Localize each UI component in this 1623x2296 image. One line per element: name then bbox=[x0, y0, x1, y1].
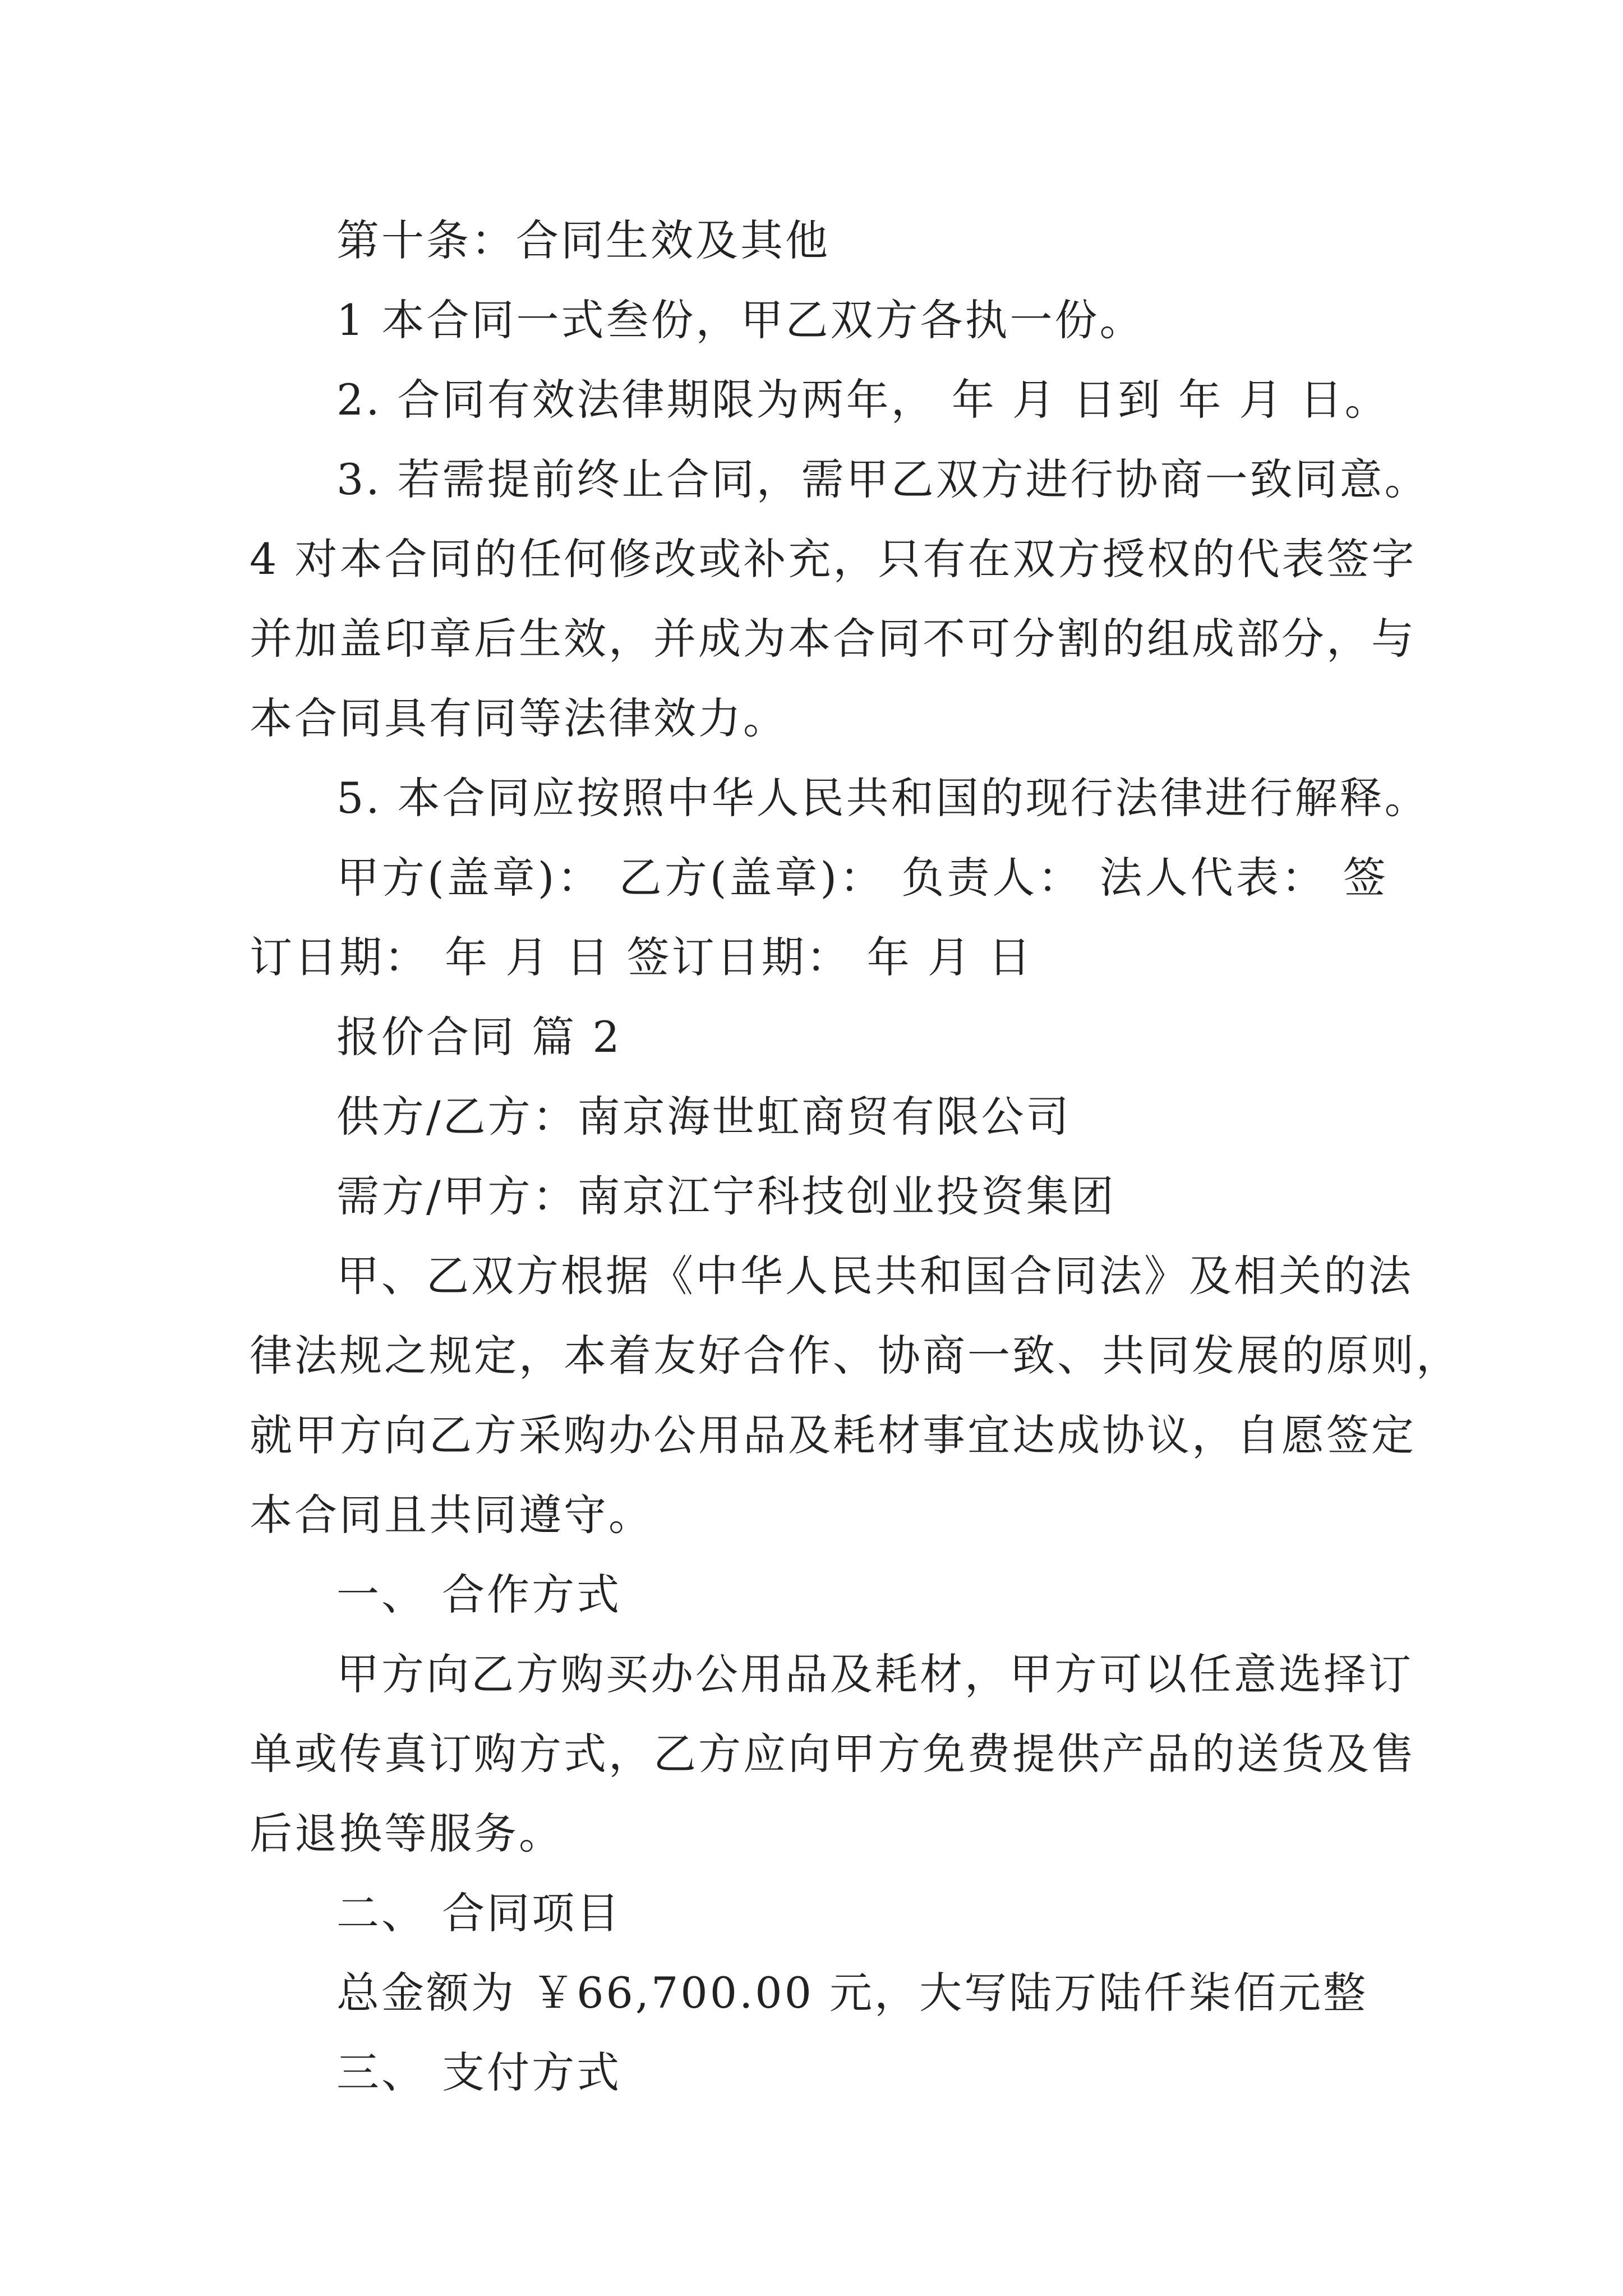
text-line: 订日期： 年 月 日 签订日期： 年 月 日 bbox=[250, 932, 1034, 982]
text-line: 报价合同 篇 2 bbox=[336, 1012, 622, 1062]
text-line: 后退换等服务。 bbox=[250, 1809, 564, 1858]
text-line: 并加盖印章后生效，并成为本合同不可分割的组成部分，与 bbox=[250, 614, 1416, 664]
text-line: 5. 本合同应按照中华人民共和国的现行法律进行解释。 bbox=[336, 773, 1430, 823]
text-line: 3. 若需提前终止合同，需甲乙双方进行协商一致同意。 bbox=[336, 454, 1430, 504]
text-line: 律法规之规定，本着友好合作、协商一致、共同发展的原则， bbox=[250, 1331, 1461, 1381]
text-line: 总金额为 ￥66,700.00 元，大写陆万陆仟柒佰元整 bbox=[336, 1968, 1368, 2018]
text-line: 就甲方向乙方采购办公用品及耗材事宜达成协议，自愿签定 bbox=[250, 1410, 1416, 1460]
document-body bbox=[250, 201, 1461, 2113]
text-line: 4 对本合同的任何修改或补充，只有在双方授权的代表签字 bbox=[250, 534, 1417, 584]
text-line: 甲、乙双方根据《中华人民共和国合同法》及相关的法 bbox=[336, 1251, 1413, 1301]
text-line: 本合同具有同等法律效力。 bbox=[250, 693, 788, 743]
text-line: 本合同且共同遵守。 bbox=[250, 1490, 653, 1540]
text-line: 单或传真订购方式，乙方应向甲方免费提供产品的送货及售 bbox=[250, 1729, 1416, 1779]
text-line: 甲方向乙方购买办公用品及耗材，甲方可以任意选择订 bbox=[336, 1649, 1413, 1699]
text-line: 1 本合同一式叁份，甲乙双方各执一份。 bbox=[336, 295, 1145, 345]
text-line: 2. 合同有效法律期限为两年， 年 月 日到 年 月 日。 bbox=[336, 375, 1390, 425]
text-line: 供方/乙方：南京海世虹商贸有限公司 bbox=[336, 1092, 1071, 1142]
text-line: 第十条：合同生效及其他 bbox=[336, 215, 830, 265]
text-line: 需方/甲方：南京江宁科技创业投资集团 bbox=[336, 1171, 1116, 1221]
text-line: 甲方(盖章)： 乙方(盖章)： 负责人： 法人代表： 签 bbox=[336, 853, 1388, 903]
text-line: 一、 合作方式 bbox=[336, 1570, 622, 1619]
text-line: 二、 合同项目 bbox=[336, 1888, 622, 1938]
text-line: 三、 支付方式 bbox=[336, 2047, 622, 2097]
